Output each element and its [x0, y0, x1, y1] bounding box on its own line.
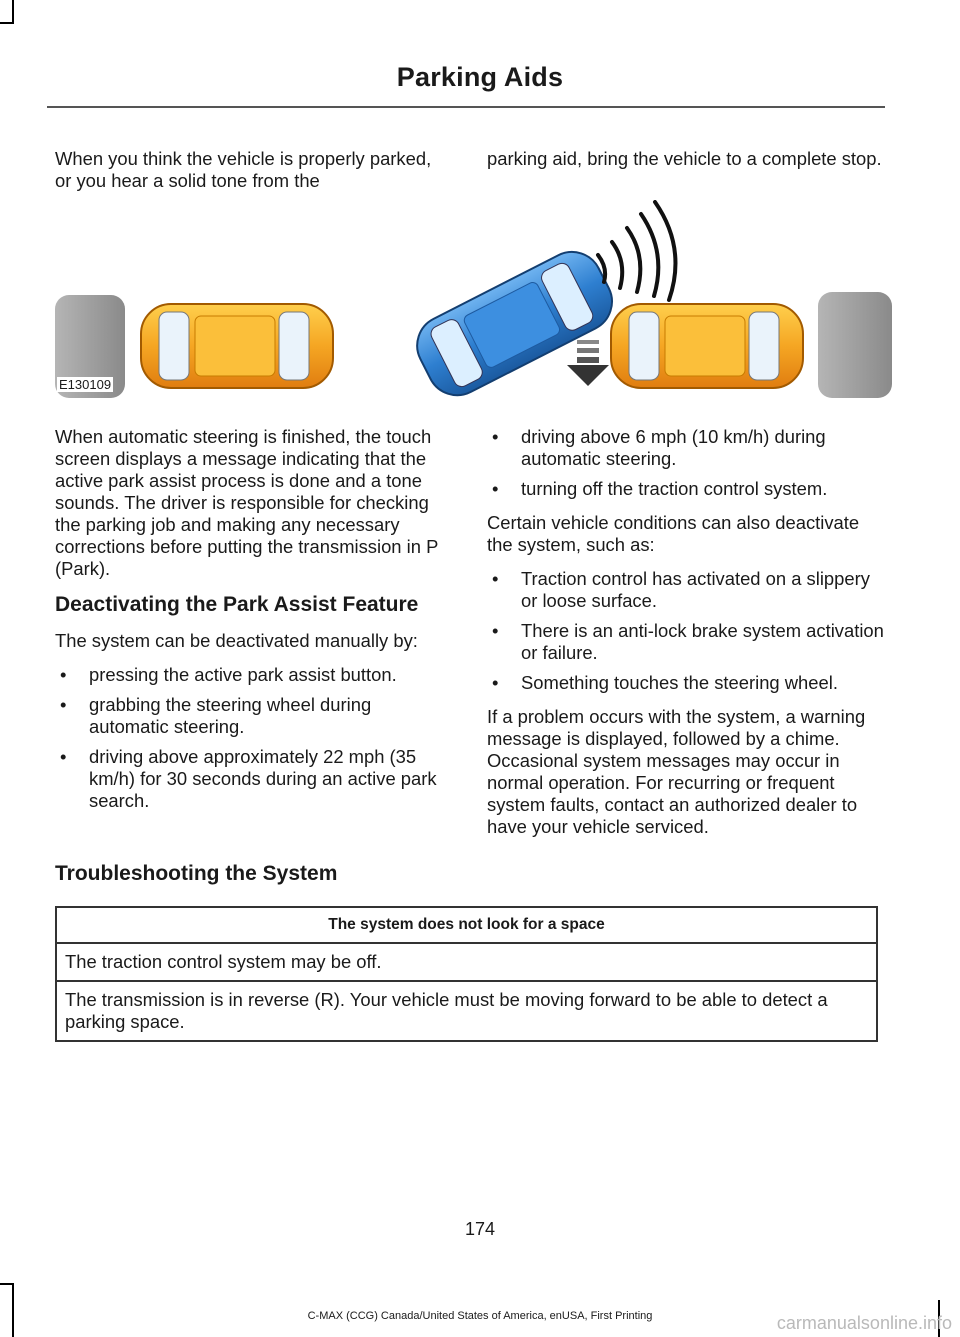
sound-waves	[598, 202, 675, 300]
footer-text: C-MAX (CCG) Canada/United States of America, enUSA, First Printing	[307, 1310, 653, 1322]
problem-paragraph: If a problem occurs with the system, a warning message is displayed, followed by a chime. Occasional system messages may occur in normal operation. For recurring or frequent system faults, contact an authorized dealer to have your vehicle serviced.	[487, 706, 866, 837]
deactivate-list-continued	[487, 426, 884, 500]
watermark: carmanualsonline.info	[776, 1313, 952, 1333]
park-assist-illustration	[55, 200, 892, 398]
intro-right-text: parking aid, bring the vehicle to a complete stop.	[487, 148, 882, 169]
table-cell: The transmission is in reverse (R). Your vehicle must be moving forward to be able to detect a parking space.	[56, 981, 877, 1041]
list-item: • driving above 6 mph (10 km/h) during automatic steering.	[487, 426, 884, 470]
table-header-row	[56, 907, 877, 943]
list-item: • grabbing the steering wheel during automatic steering.	[55, 694, 450, 738]
list-item: • turning off the traction control system.	[487, 478, 884, 500]
conditions-list	[487, 568, 884, 694]
deactivate-list	[55, 664, 450, 812]
header-divider	[47, 106, 885, 108]
list-item: • driving above approximately 22 mph (35 km/h) for 30 seconds during an active park search.	[55, 746, 450, 812]
deactivate-intro: The system can be deactivated manually by:	[55, 630, 418, 651]
crop-mark	[0, 1283, 14, 1285]
list-item: • Traction control has activated on a slippery or loose surface.	[487, 568, 884, 612]
intro-left-text: When you think the vehicle is properly parked, or you hear a solid tone from the	[55, 148, 432, 191]
intro-right	[487, 148, 882, 182]
table-row	[56, 981, 877, 1041]
left-column	[55, 426, 450, 824]
crop-mark	[12, 0, 14, 24]
parked-car-right	[611, 304, 803, 388]
page-number: 174	[464, 1219, 496, 1239]
list-item: • Something touches the steering wheel.	[487, 672, 884, 694]
parking-scene-graphic	[55, 200, 892, 398]
figure-code: E130109	[59, 377, 112, 392]
troubleshooting-table	[55, 906, 878, 1042]
table-row	[56, 943, 877, 981]
table-header: The system does not look for a space	[56, 907, 877, 943]
list-item: • pressing the active park assist button.	[55, 664, 450, 686]
parked-car-left	[141, 304, 333, 388]
crop-mark	[0, 22, 14, 24]
direction-arrow	[567, 340, 609, 386]
list-item: • There is an anti-lock brake system activation or failure.	[487, 620, 884, 664]
table-cell: The traction control system may be off.	[56, 943, 877, 981]
steering-finished-paragraph: When automatic steering is finished, the touch screen displays a message indicating that the active park assist process is done and a tone sounds. The driver is responsible for checking the parking job and making any necessary corrections before putting the transmission in P (Park).	[55, 426, 438, 579]
conditions-intro: Certain vehicle conditions can also deactivate the system, such as:	[487, 512, 860, 555]
section-heading-deactivating: Deactivating the Park Assist Feature	[55, 593, 419, 616]
section-heading-troubleshooting: Troubleshooting the System	[55, 862, 338, 885]
right-column	[487, 426, 884, 850]
intro-left	[55, 148, 445, 204]
curb-right	[818, 292, 892, 398]
page-title: Parking Aids	[396, 62, 564, 92]
